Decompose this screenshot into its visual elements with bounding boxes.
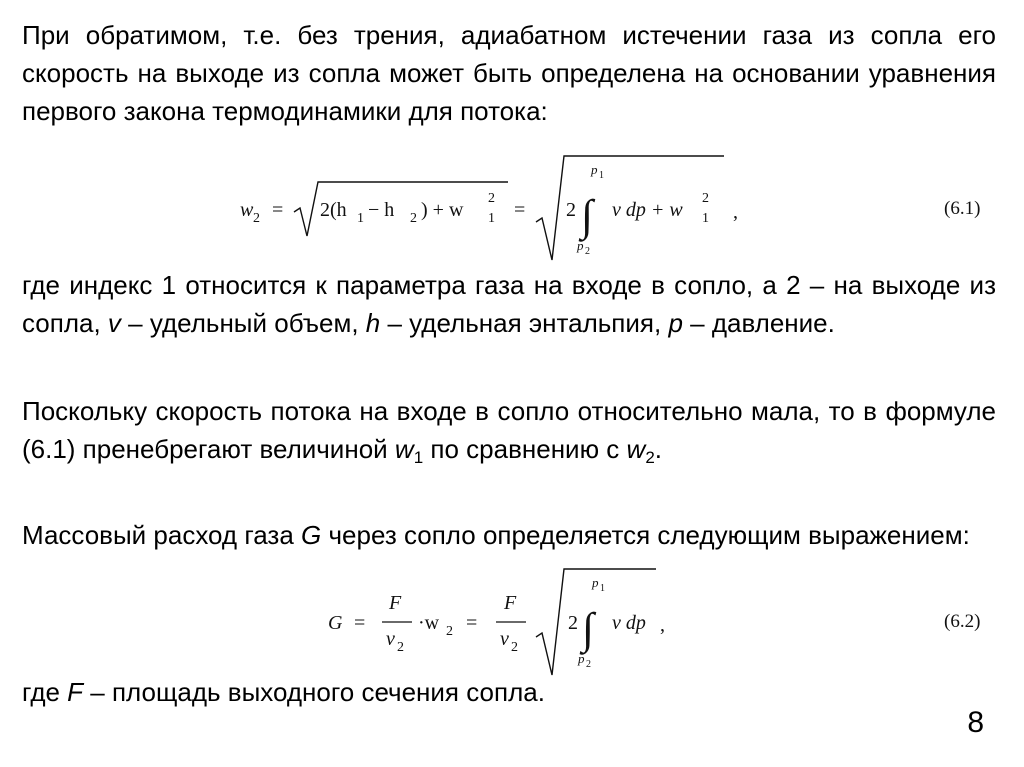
f2-den2-sub: 2 bbox=[511, 640, 518, 655]
f2-dot-sub: 2 bbox=[446, 624, 453, 639]
paragraph-neglect bbox=[22, 392, 996, 468]
page-number: 8 bbox=[967, 706, 984, 739]
p2-text-d: – давление. bbox=[682, 308, 835, 338]
f1-rad1-a: 2(h bbox=[320, 199, 347, 221]
p2-var-p: p bbox=[668, 308, 683, 338]
f1-rad1-c: ) + w bbox=[421, 199, 464, 221]
intro-text: При обратимом, т.е. без трения, адиабатном истечении газа из сопла его скорость на выходе из сопла может быть определена на основании уравнения первого закона термодинамики для потока: bbox=[22, 20, 996, 126]
f2-label: (6.2) bbox=[944, 611, 981, 632]
paragraph-mass-flow bbox=[22, 516, 996, 554]
p2-var-v: v bbox=[107, 308, 121, 338]
f1-int-upper-sub: 1 bbox=[599, 170, 604, 181]
f2-int-upper-sub: 1 bbox=[600, 583, 605, 594]
p2-text-c: – удельная энтальпия, bbox=[380, 308, 669, 338]
f2-num: F bbox=[389, 592, 402, 614]
f1-rad1-sub2: 2 bbox=[410, 211, 417, 226]
f1-trail: , bbox=[733, 201, 738, 223]
f1-label: (6.1) bbox=[944, 198, 981, 219]
f1-int-lower-sub: 2 bbox=[585, 246, 590, 257]
f1-integrand: v dp + w bbox=[612, 199, 683, 221]
p3-var-w: w bbox=[394, 434, 414, 464]
paragraph-intro bbox=[22, 16, 996, 130]
p4-text-b: через сопло определяется следующим выражением: bbox=[321, 520, 970, 550]
paragraph-index-explanation bbox=[22, 266, 996, 342]
p3-var-w2-sub: 2 bbox=[645, 448, 655, 467]
f1-lhs: w bbox=[240, 199, 254, 221]
f2-den-sub: 2 bbox=[397, 640, 404, 655]
f2-lhs: G bbox=[328, 612, 343, 634]
f1-rad1-sub1: 1 bbox=[357, 211, 364, 226]
f1-integrand-sub: 1 bbox=[702, 211, 709, 226]
f2-integral-sign: ∫ bbox=[582, 604, 595, 653]
f1-rad1-sub3: 1 bbox=[488, 211, 495, 226]
paragraph-area bbox=[22, 673, 996, 711]
f2-eq2: = bbox=[466, 612, 478, 634]
f1-rad1-b: − h bbox=[368, 199, 395, 221]
p5-text-b: – площадь выходного сечения сопла. bbox=[83, 677, 545, 707]
p4-var-g: G bbox=[301, 520, 322, 550]
p5-var-f: F bbox=[67, 677, 84, 707]
f2-integrand: v dp bbox=[612, 612, 646, 634]
p3-var-w-sub: 1 bbox=[413, 448, 424, 467]
f2-den2: v bbox=[500, 628, 509, 650]
f2-int-upper: p bbox=[592, 575, 599, 590]
f1-integral-sign: ∫ bbox=[581, 191, 594, 240]
f1-two: 2 bbox=[566, 199, 576, 221]
f2-int-lower-sub: 2 bbox=[586, 659, 591, 670]
p3-text-a: Поскольку скорость потока на входе в сопло относительно мала, то в формуле (6.1) пренебрегают величиной bbox=[22, 396, 996, 464]
f1-rad1-sup: 2 bbox=[488, 191, 495, 206]
p2-text-a: где индекс 1 относится к параметра газа на входе в сопло, а 2 – на выходе из сопла, bbox=[22, 270, 996, 338]
p5-text-a: где bbox=[22, 677, 68, 707]
f2-den: v bbox=[386, 628, 395, 650]
p3-text-c: . bbox=[654, 434, 663, 464]
f1-eq: = bbox=[272, 199, 284, 221]
f2-num2: F bbox=[504, 592, 517, 614]
f1-integrand-sup: 2 bbox=[702, 191, 709, 206]
f2-two: 2 bbox=[568, 612, 578, 634]
p3-var-w2: w bbox=[626, 434, 646, 464]
f1-eq2: = bbox=[514, 199, 526, 221]
p2-var-h: h bbox=[365, 308, 381, 338]
f1-int-upper: p bbox=[591, 162, 598, 177]
p3-text-b: по сравнению с bbox=[423, 434, 627, 464]
f2-int-lower: p bbox=[578, 651, 585, 666]
f1-int-lower: p bbox=[577, 238, 584, 253]
f2-eq: = bbox=[354, 612, 366, 634]
formula-6-1 bbox=[240, 150, 1000, 262]
f2-trail: , bbox=[660, 614, 665, 636]
formula-6-2 bbox=[324, 565, 1000, 677]
p4-text-a: Массовый расход газа bbox=[22, 520, 302, 550]
p2-text-b: – удельный объем, bbox=[120, 308, 366, 338]
f1-lhs-sub: 2 bbox=[253, 211, 260, 226]
f2-dot: ·w bbox=[418, 612, 440, 634]
